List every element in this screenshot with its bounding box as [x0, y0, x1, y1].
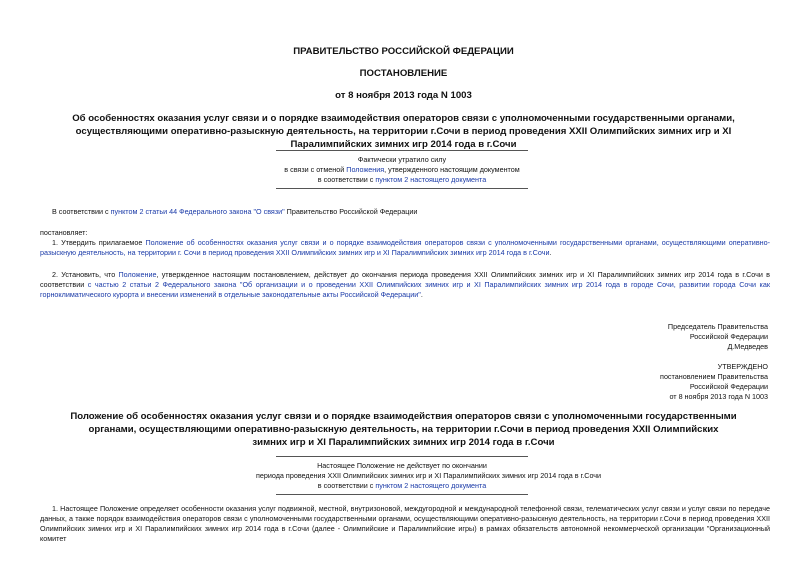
status-text: , утвержденного настоящим документом [384, 165, 520, 174]
link-regulation[interactable]: Положения [346, 165, 385, 174]
status-box-expired [256, 456, 602, 495]
document-date-number: от 8 ноября 2013 года N 1003 [335, 90, 472, 101]
item-text: . [420, 290, 423, 299]
item-2 [40, 270, 770, 300]
preamble [52, 207, 772, 217]
status-text: в связи с отменой [284, 165, 347, 174]
document-title: Об особенностях оказания услуг связи и о порядке взаимодействия операторов связи с уполномоченными государственными органами, осуществляющими оперативно-разыскную деятельность, на территории г.Сочи в период проведения XXII Олимпийских зимних игр и XI Паралимпийских зимних игр 2014 года в г.Сочи [72, 113, 735, 150]
link-regulation-2[interactable]: Положение [118, 270, 157, 279]
link-approved-regulation[interactable]: Положение об особенностях оказания услуг связи и о порядке взаимодействия операторов связи с уполномоченными государственными органами, осуществляющими оперативно-разыскную деятельность, на территории г. Сочи в период проведения XXII Олимпийских зимних игр и XI Паралимпийских зимних игр 2014 года в г.Сочи [40, 238, 770, 257]
status-line-1: Настоящее Положение не действует по окончании [317, 461, 487, 470]
signature-line: Д.Медведев [727, 342, 768, 351]
status-line-2: периода проведения XXII Олимпийских зимних игр и XI Паралимпийских зимних игр 2014 года в г.Сочи [256, 471, 602, 480]
decides-label: постановляет: [40, 228, 88, 237]
status-line-3 [276, 481, 528, 491]
status-line-1: Фактически утратило силу [357, 155, 447, 164]
link-federal-law-article[interactable]: пунктом 2 статьи 44 Федерального закона "О связи" [110, 207, 285, 216]
item-1 [40, 238, 770, 258]
item-text: , утвержденное настоящим постановлением, действует до окончания периода проведения XXII Олимпийских зимних игр и XI Паралимпийских зимних игр 2014 года в г.Сочи в соответствии [40, 270, 770, 289]
regulation-title: Положение об особенностях оказания услуг связи и о порядке взаимодействия операторов связи с уполномоченными государственными органами, осуществляющими оперативно-разыскную деятельность, на территории г.Сочи в период проведения XXII Олимпийских зимних игр и XI Паралимпийских зимних игр 2014 года в г.Сочи [70, 411, 737, 448]
signature-line: Председатель Правительства [667, 322, 768, 331]
point-1: 1. Настоящее Положение определяет особенности оказания услуг подвижной, местной, внутризоновой, междугородной и международной телефонной связи, телематических услуг связи и услуг связи по передаче данных, а также порядок взаимодействия операторов связи с уполномоченными государственными органами, осуществляющими оперативно-разыскную деятельность, на территории г.Сочи в период проведения XXII Олимпийских зимних игр и XI Паралимпийских зимних игр 2014 года в г.Сочи (далее - Олимпийские и Паралимпийские игры) в рамках обязательств автономной некоммерческой организации "Организационный комитет [40, 504, 770, 543]
link-point-2[interactable]: пунктом 2 настоящего документа [375, 175, 487, 184]
status-text: в соответствии с [317, 481, 376, 490]
status-line-2 [276, 165, 528, 175]
government-heading: ПРАВИТЕЛЬСТВО РОССИЙСКОЙ ФЕДЕРАЦИИ [293, 46, 514, 57]
approval-line: УТВЕРЖДЕНО [717, 362, 768, 371]
preamble-text: В соответствии с [52, 207, 111, 216]
signature-block [468, 322, 768, 352]
item-text: 1. Утвердить прилагаемое [52, 238, 146, 247]
document-type: ПОСТАНОВЛЕНИЕ [359, 68, 448, 79]
approval-block [468, 362, 768, 402]
approval-line: Российской Федерации [689, 382, 768, 391]
approval-line: от 8 ноября 2013 года N 1003 [669, 392, 768, 401]
item-text: 2. Установить, что [52, 270, 119, 279]
item-text: . [549, 248, 552, 257]
link-olympic-law[interactable]: с частью 2 статьи 2 Федерального закона "Об организации и о проведении XXII Олимпийских зимних игр и XI Паралимпийских зимних игр 2014 года в городе Сочи, развитии города Сочи как горноклиматического курорта и внесении изменений в отдельные законодательные акты Российской Федерации" [40, 280, 770, 299]
status-line-3 [276, 175, 528, 185]
link-point-2-doc[interactable]: пунктом 2 настоящего документа [375, 481, 487, 490]
preamble-text: Правительство Российской Федерации [284, 207, 418, 216]
status-text: в соответствии с [317, 175, 376, 184]
status-box-repealed [276, 150, 528, 189]
approval-line: постановлением Правительства [660, 372, 768, 381]
signature-line: Российской Федерации [689, 332, 768, 341]
